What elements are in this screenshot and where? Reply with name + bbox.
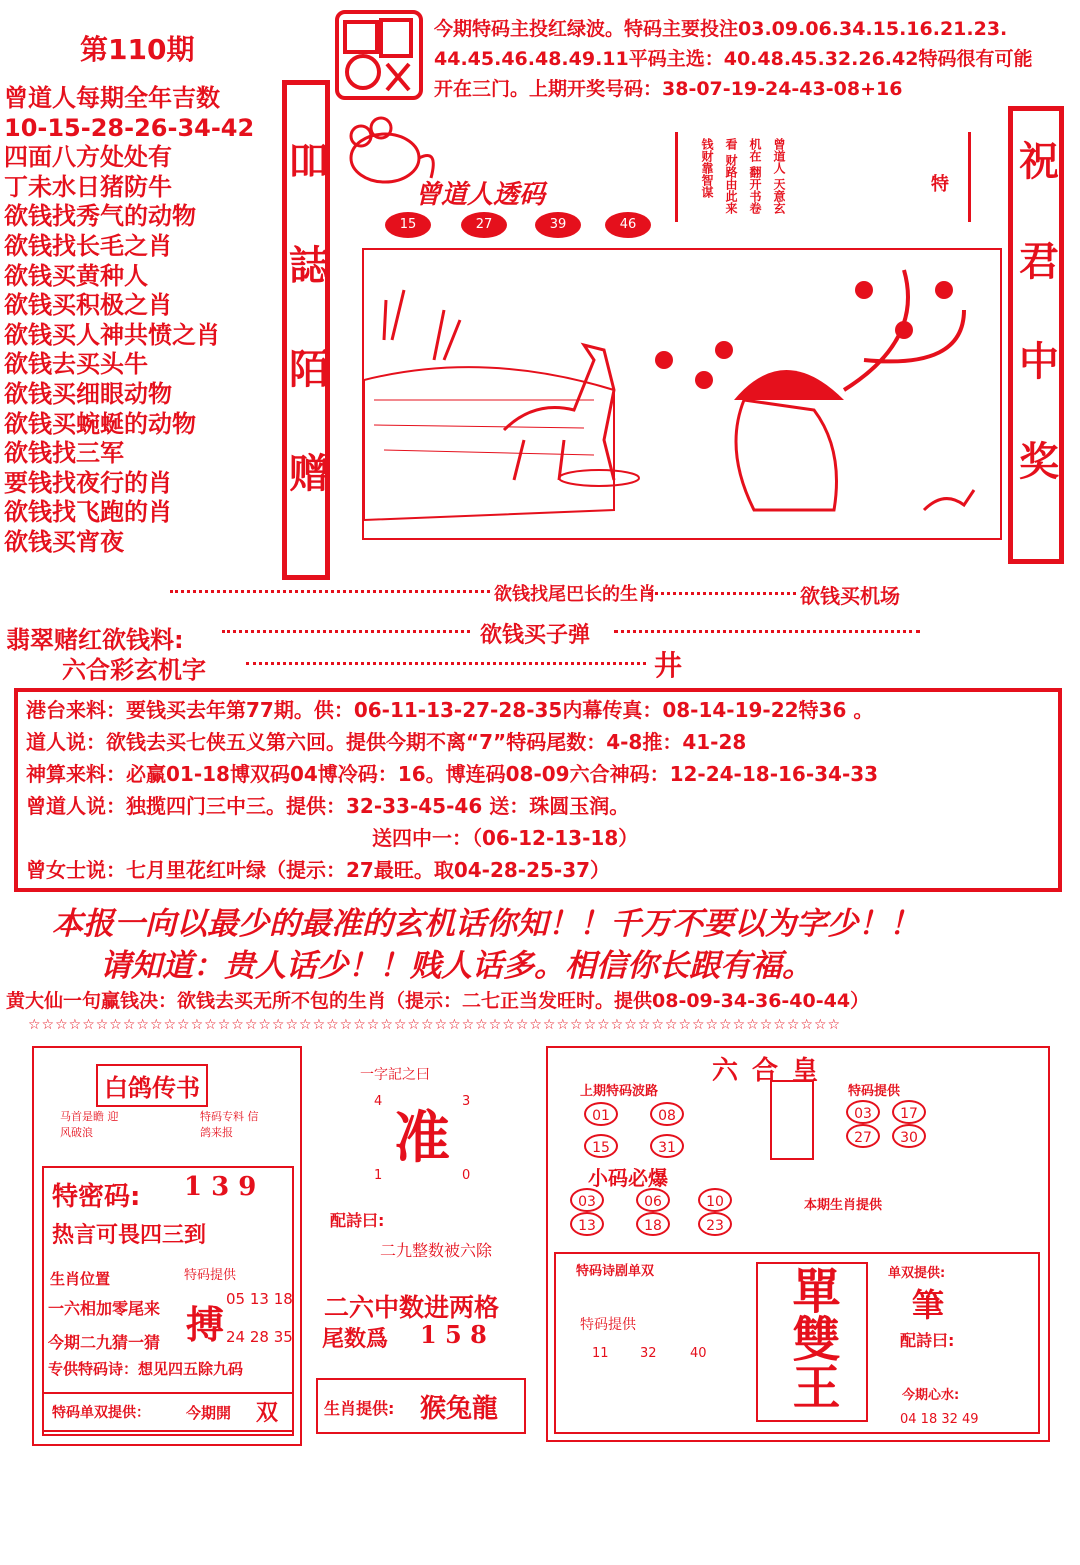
list-item: 欲钱买黄种人 — [4, 261, 148, 290]
list-item: 四面八方处处有 — [4, 143, 172, 172]
pillar-char: 誌 — [289, 243, 329, 289]
pillar-char: 中 — [1019, 339, 1059, 385]
list-item: 欲钱买宵夜 — [4, 527, 124, 556]
xiao-num: 13 — [570, 1212, 604, 1236]
ball-number: 46 — [605, 212, 651, 238]
pillar-char: 奖 — [1019, 439, 1059, 485]
list-item: 曾道人每期全年吉数 — [4, 84, 220, 112]
info-line: 曾女士说：七月里花红叶绿（提示：27最旺。取04-28-25-37） — [26, 858, 611, 882]
liuhe-label: 六合彩玄机字 — [62, 656, 206, 684]
xiao-label: 小码必爆 — [588, 1166, 668, 1190]
list-item: 欲钱买细眼动物 — [4, 379, 172, 408]
mid-num-bottom: 0 — [462, 1168, 471, 1183]
seal-icon — [339, 14, 419, 96]
poem2: 专供特码诗：想见四五除九码 — [48, 1360, 244, 1378]
mid-zodiac: 猴兔龍 — [420, 1394, 499, 1424]
stars-line — [614, 630, 920, 633]
list-item: 欲钱买积极之肖 — [4, 291, 172, 320]
slogan-line: 请知道：贵人话少！！贱人话多。相信你长跟有福。 — [100, 948, 813, 984]
ball-number: 27 — [461, 212, 507, 238]
xiao-num: 06 — [636, 1188, 670, 1212]
mid-num-left: 1 — [374, 1168, 383, 1183]
stars-line — [222, 630, 470, 633]
dan-big: 單雙王 — [784, 1266, 840, 1410]
special-nums: 05 13 18 — [226, 1290, 293, 1308]
tema-num: 27 — [846, 1124, 880, 1148]
list-item: 欲钱找飞跑的肖 — [4, 498, 172, 527]
notice-line: 今期特码主投红绿波。特码主要投注03.09.06.34.15.16.21.23. — [434, 18, 1008, 40]
left-pillar-text — [289, 139, 329, 497]
mid-title: 一字記之曰 — [360, 1067, 430, 1083]
mid-char: 准 — [394, 1105, 450, 1171]
prev-num: 15 — [584, 1134, 618, 1158]
mid-num-right: 3 — [462, 1094, 471, 1109]
issue-number: 第110期 — [80, 33, 195, 66]
scroll-line: 财路由此来 — [724, 154, 738, 215]
prev-num: 01 — [584, 1102, 618, 1126]
jade-label: 翡翠赌红欲钱料: — [6, 626, 184, 654]
notice-line: 开在三门。上期开奖号码：38-07-19-24-43-08+16 — [434, 78, 903, 100]
illustration-picture — [362, 248, 1002, 540]
pillar-char: 君 — [1019, 239, 1059, 285]
mid-poem: 二九整数被六除 — [380, 1241, 493, 1260]
huang-daxian: 黄大仙一句赢钱决：欲钱去买无所不包的生肖（提示：二七正当发旺时。提供08-09-34-36-40-44） — [6, 990, 870, 1012]
xiao-num: 10 — [698, 1188, 732, 1212]
tema-label: 特密码: — [52, 1182, 141, 1212]
list-item: 欲钱去买头牛 — [4, 350, 148, 379]
special-char: 特 — [931, 174, 949, 195]
mid-tail-label: 尾数爲 — [322, 1327, 389, 1352]
well-char: 井 — [654, 649, 683, 682]
pillar-char: 陌 — [289, 347, 329, 393]
notice-line: 44.45.46.48.49.11平码主选：40.48.45.32.26.42特码很有可能 — [434, 48, 1033, 70]
dan-label: 特码单双提供： — [52, 1405, 150, 1421]
pigeon-sub-left: 马首是瞻 迎风破浪 — [60, 1110, 119, 1139]
pos-line: 今期二九猜一猜 — [48, 1333, 161, 1352]
ball-number: 39 — [535, 212, 581, 238]
dan-label: 特码诗剧单双 — [576, 1264, 655, 1279]
prev-num: 08 — [650, 1102, 684, 1126]
pillar-char: 祝 — [1019, 139, 1059, 185]
stars-line — [170, 590, 490, 593]
scroll-line: 翻开书卷看 — [724, 138, 762, 215]
heart-label: 今期心水: — [902, 1388, 960, 1403]
slogan-line: 本报一向以最少的最准的玄机话你知！！千万不要以为字少！！ — [52, 906, 920, 942]
airport-riddle: 欲钱买机场 — [800, 584, 900, 608]
right-poem-label: 配詩曰: — [900, 1331, 955, 1350]
right-pillar-text — [1019, 139, 1059, 485]
blur-label: 单双提供: — [888, 1266, 946, 1281]
mid-poem-label: 配詩曰: — [330, 1211, 385, 1230]
list-item: 欲钱找三军 — [4, 439, 124, 468]
tema-num: 30 — [892, 1124, 926, 1148]
heart-nums: 04 18 32 49 — [900, 1412, 979, 1427]
list-item: 欲钱买蜿蜒的动物 — [4, 409, 196, 438]
info-lines — [26, 694, 878, 886]
info-line: 送四中一：（06-12-13-18） — [372, 826, 639, 850]
bullet-riddle: 欲钱买子弹 — [480, 623, 591, 648]
list-item: 要钱找夜行的肖 — [4, 468, 172, 497]
prev-label: 上期特码波路 — [580, 1084, 659, 1099]
tema2-num: 40 — [690, 1346, 707, 1361]
top-notice — [434, 14, 1032, 104]
tema2-num: 32 — [640, 1346, 657, 1361]
info-line: 道人说：欲钱去买七侠五义第六回。提供今期不离“7”特码尾数：4-8推：41-28 — [26, 730, 747, 754]
special-label: 特码提供 — [184, 1268, 237, 1283]
stars-line — [246, 662, 646, 665]
tema2-label: 特码提供 — [580, 1317, 636, 1333]
blur-char: 筆 — [912, 1286, 945, 1324]
list-item: 欲钱找长毛之肖 — [4, 231, 172, 260]
zodiac-label: 本期生肖提供 — [804, 1198, 883, 1213]
info-line: 港台来料：要钱买去年第77期。供：06-11-13-27-28-35内幕传真：08-14-19-22特36 。 — [26, 698, 874, 722]
lhh-title: 六合皇 — [712, 1056, 833, 1086]
logo-seal — [335, 10, 423, 100]
scroll-line: 钱财靠智谋 — [700, 138, 714, 198]
info-line: 神算来料：必赢01-18博双码04博冷码：16。博连码08-09六合神码：12-24-18-16-34-33 — [26, 762, 879, 786]
center-emblem — [770, 1080, 814, 1160]
deer-scene-icon — [364, 250, 1000, 538]
pillar-char: 赠 — [289, 451, 329, 497]
xiao-num: 03 — [570, 1188, 604, 1212]
stars-divider: ☆☆☆☆☆☆☆☆☆☆☆☆☆☆☆☆☆☆☆☆☆☆☆☆☆☆☆☆☆☆☆☆☆☆☆☆☆☆☆☆☆☆☆☆☆☆☆☆☆☆☆☆☆☆☆☆☆☆☆☆ — [28, 1017, 842, 1033]
xiao-num: 23 — [698, 1212, 732, 1236]
scroll-line: 天意玄机在 — [748, 138, 786, 215]
list-item: 丁未水日猪防牛 — [4, 172, 172, 201]
tema-num: 03 — [846, 1100, 880, 1124]
scroll-text — [695, 138, 791, 222]
mid-num-top: 4 — [374, 1094, 383, 1109]
dan-value: 今期開 — [186, 1404, 232, 1422]
tema-numbers: 1 3 9 — [184, 1172, 257, 1202]
pos-label: 生肖位置 — [50, 1270, 111, 1288]
mid-tail: 1 5 8 — [420, 1320, 487, 1349]
list-item: 欲钱找秀气的动物 — [4, 202, 196, 231]
pillar-char: 吅 — [289, 139, 329, 185]
xiao-num: 18 — [636, 1212, 670, 1236]
illustration-header — [335, 108, 1005, 248]
dan-result: 双 — [256, 1401, 279, 1426]
ball-number: 15 — [385, 212, 431, 238]
prev-num: 31 — [650, 1134, 684, 1158]
tema-poem: 热言可畏四三到 — [52, 1223, 207, 1248]
tema-num: 17 — [892, 1100, 926, 1124]
mid-slogan: 二六中数进两格 — [324, 1293, 500, 1322]
illustration-title: 曾道人透码 — [415, 180, 546, 210]
stars-line — [648, 592, 796, 595]
list-item: 10-15-28-26-34-42 — [4, 113, 255, 142]
tema-label: 特码提供 — [848, 1084, 901, 1099]
bo-char: 搏 — [186, 1303, 225, 1347]
tema2-num: 11 — [592, 1346, 609, 1361]
pos-line: 一六相加零尾来 — [48, 1299, 161, 1318]
left-riddle-list — [4, 84, 254, 558]
mid-zodiac-label: 生肖提供: — [324, 1399, 395, 1418]
pigeon-title: 白鸽传书 — [96, 1064, 208, 1107]
list-item: 欲钱买人神共愤之肖 — [4, 320, 220, 349]
pigeon-sub-right: 特码专料 信鸽来报 — [200, 1110, 259, 1139]
scroll-line: 曾道人 — [772, 138, 786, 174]
special-nums: 24 28 35 — [226, 1328, 293, 1346]
info-line: 曾道人说：独揽四门三中三。提供：32-33-45-46 送：珠圆玉润。 — [26, 794, 630, 818]
tail-riddle: 欲钱找尾巴长的生肖 — [494, 584, 656, 605]
